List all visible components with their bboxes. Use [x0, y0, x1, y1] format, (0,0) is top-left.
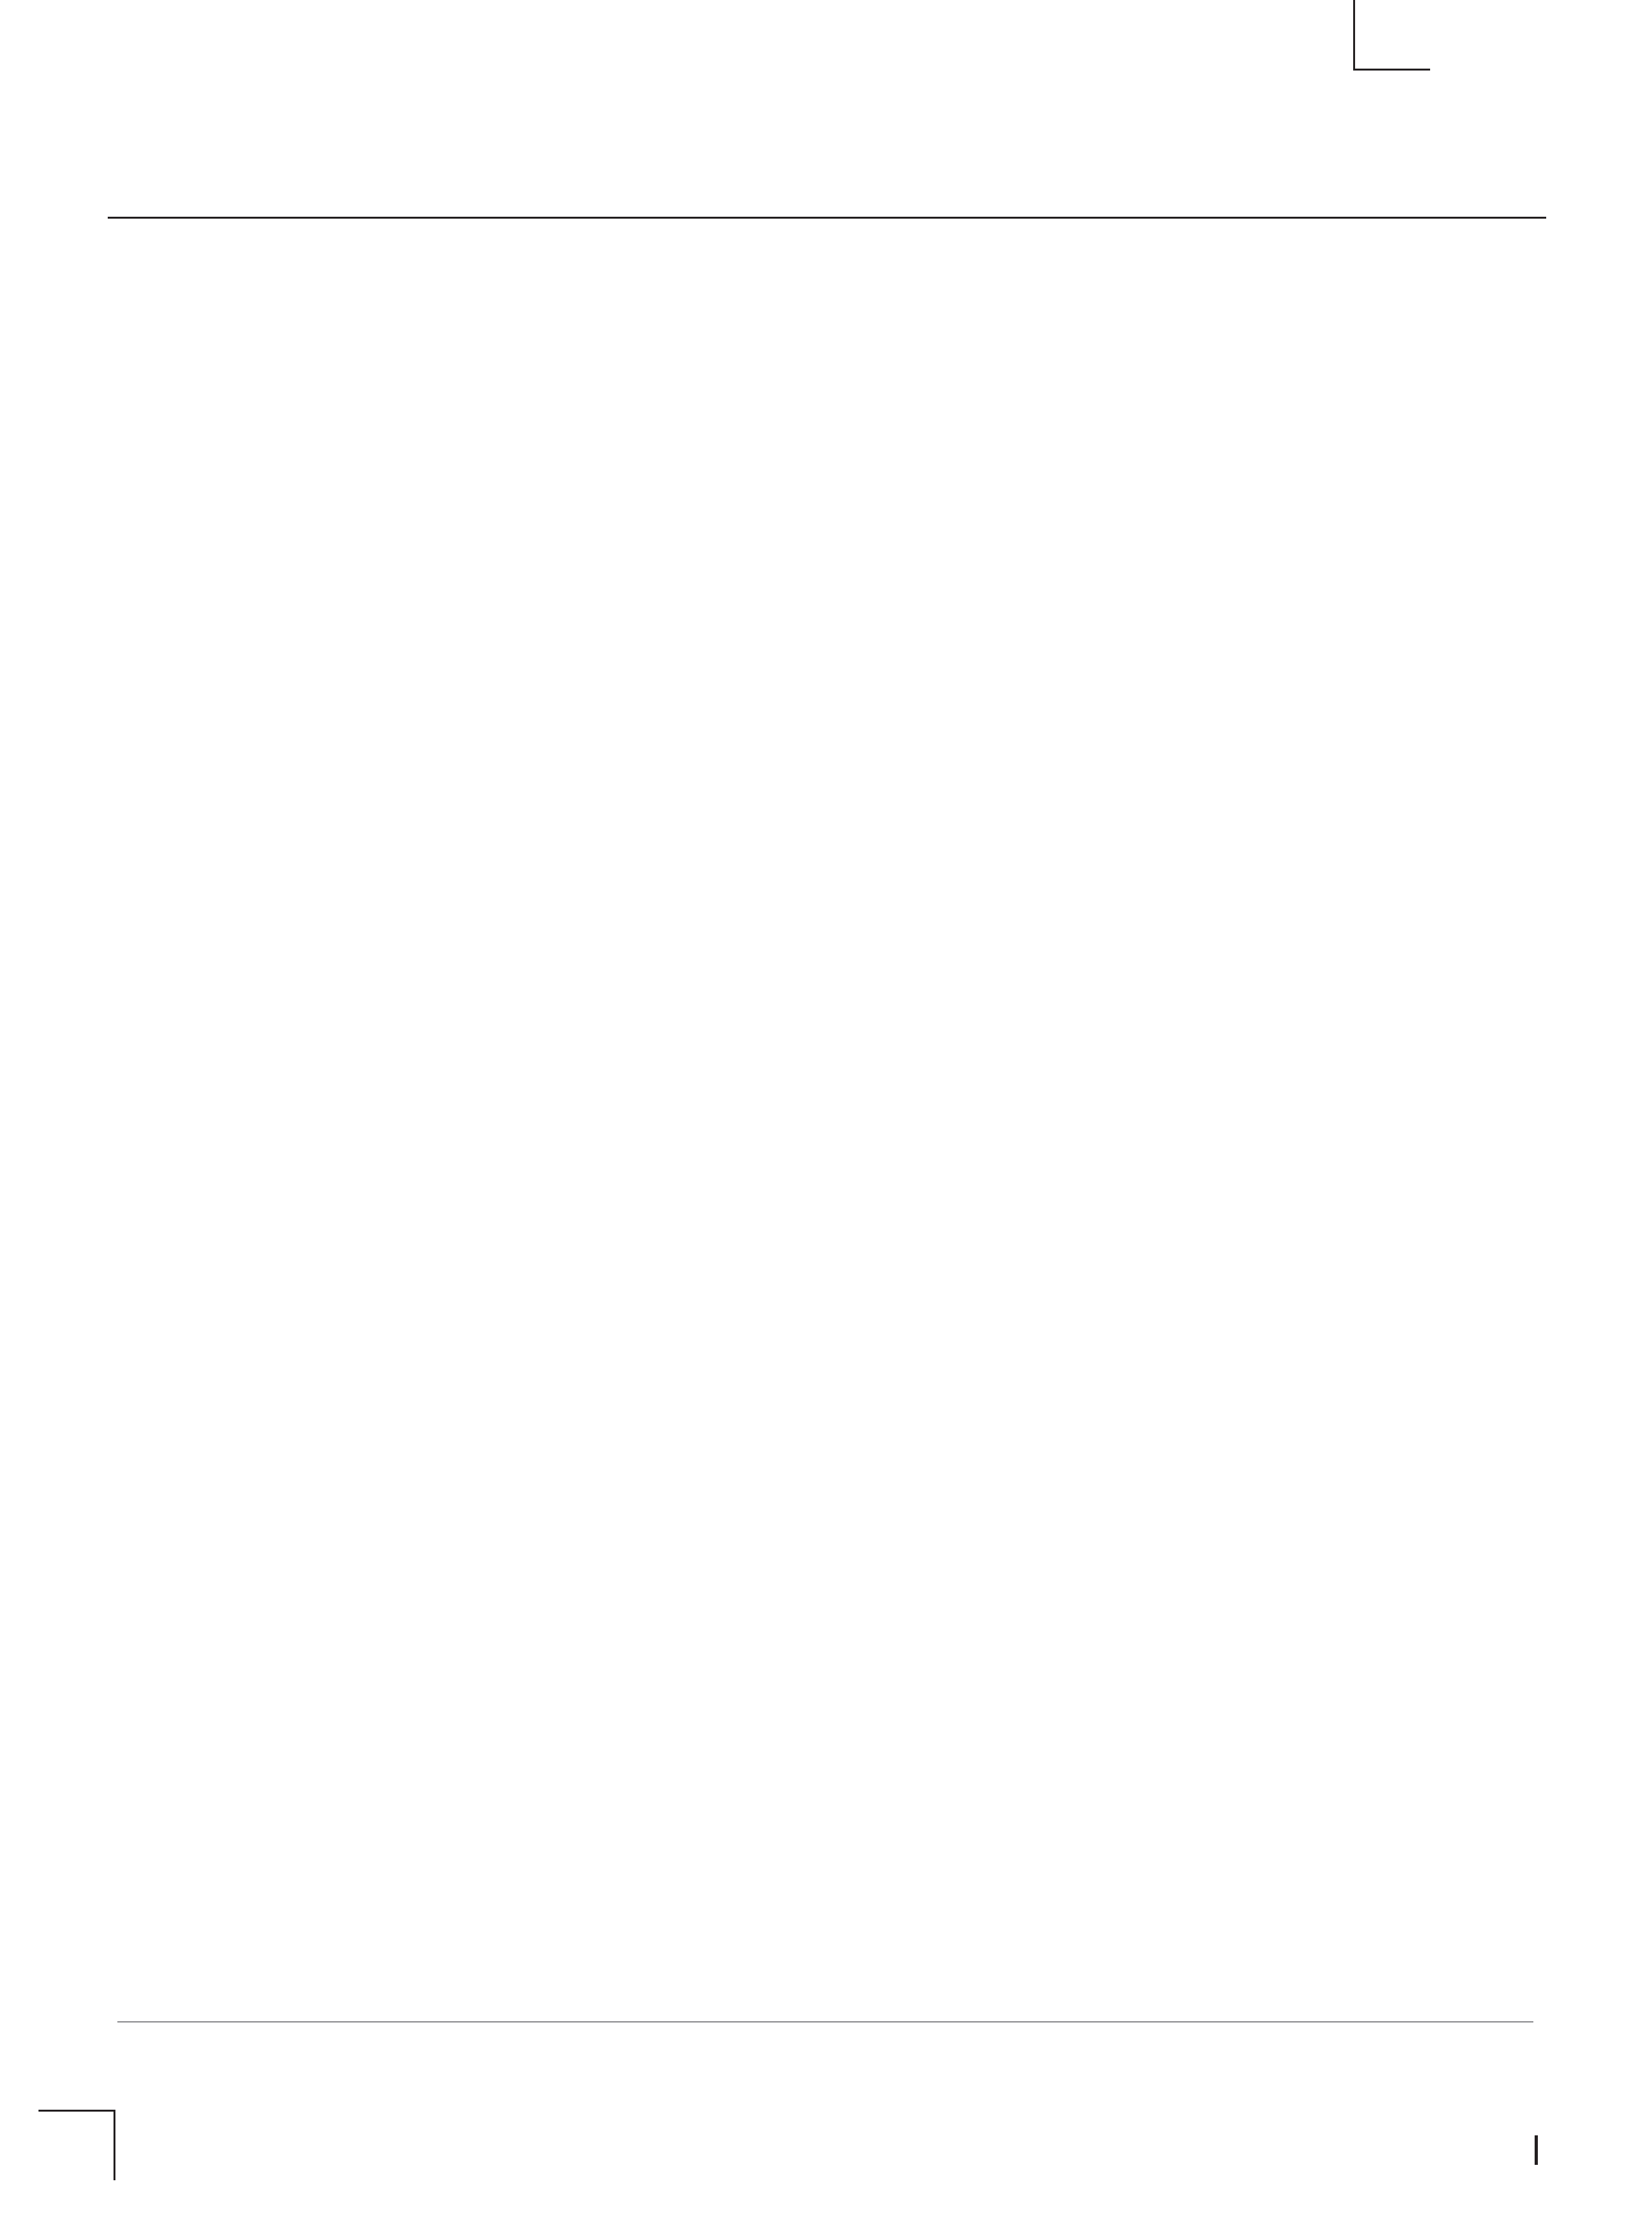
footnote-divider [117, 2021, 1533, 2022]
crop-mark-top-right [1353, 0, 1430, 71]
crop-mark-bottom-left [38, 2103, 115, 2180]
page-header [108, 96, 1544, 104]
footer-bar [1535, 2135, 1538, 2165]
header-divider [108, 217, 1546, 219]
page-footer [1528, 2135, 1544, 2165]
